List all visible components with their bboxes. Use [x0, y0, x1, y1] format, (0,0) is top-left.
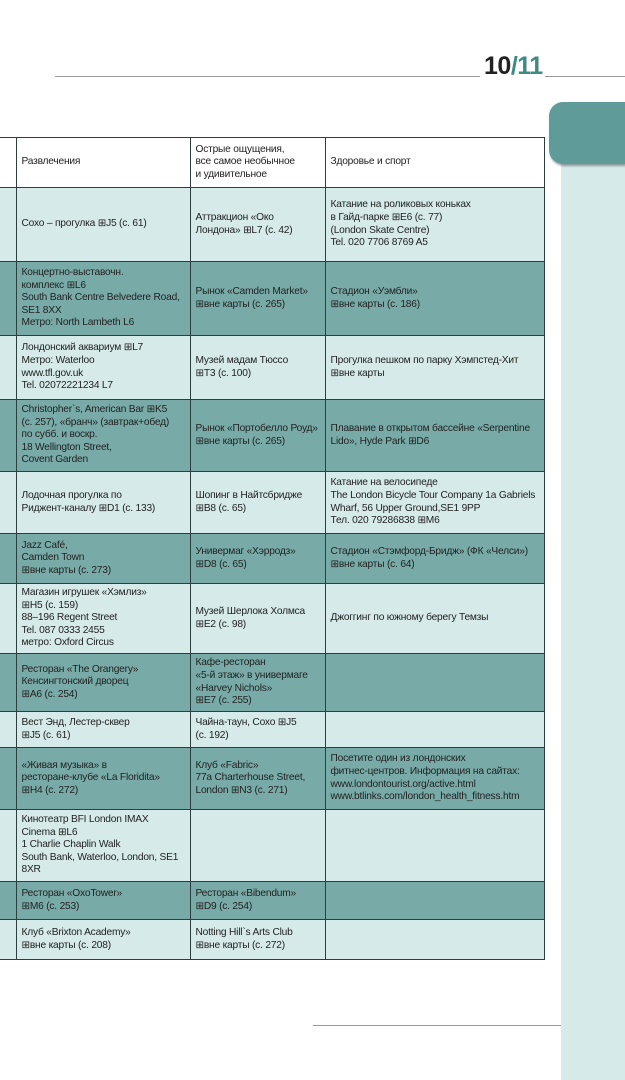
table-row: [0, 472, 544, 534]
row-stub-cell: [0, 748, 16, 810]
table-header-row: [0, 138, 544, 188]
table-cell: «Живая музыка» в ресторане-клубе «La Floridita» ⊞H4 (с. 272): [16, 748, 190, 810]
header-cell-stub: [0, 138, 16, 188]
table-cell: Стадион «Уэмбли» ⊞вне карты (с. 186): [325, 262, 544, 336]
table-cell: [325, 712, 544, 748]
table-cell: Рынок «Camden Market» ⊞вне карты (с. 265): [190, 262, 325, 336]
page-number: 10/11: [484, 52, 543, 80]
table-row: [0, 712, 544, 748]
row-stub-cell: [0, 810, 16, 882]
table-cell: Рынок «Портобелло Роуд» ⊞вне карты (с. 265): [190, 400, 325, 472]
table-row: [0, 262, 544, 336]
table-cell: [325, 882, 544, 920]
side-strip: [561, 120, 625, 1080]
row-stub-cell: [0, 584, 16, 654]
table-cell: Ресторан «OxoTower» ⊞M6 (с. 253): [16, 882, 190, 920]
table-cell: Катание на велосипеде The London Bicycle Tour Company 1a Gabriels Wharf, 56 Upper Ground,SE1 9PP Тел. 020 79286838 ⊞M6: [325, 472, 544, 534]
table-row: [0, 534, 544, 584]
table-cell: Плавание в открытом бассейне «Serpentine Lido», Hyde Park ⊞D6: [325, 400, 544, 472]
table-row: [0, 584, 544, 654]
table-cell: Вест Энд, Лестер-сквер ⊞J5 (с. 61): [16, 712, 190, 748]
table-cell: Прогулка пешком по парку Хэмпстед-Хит ⊞вне карты: [325, 336, 544, 400]
table-cell: Jazz Café, Camden Town ⊞вне карты (с. 273): [16, 534, 190, 584]
table-cell: [325, 920, 544, 960]
table-cell: Чайна-таун, Сохо ⊞J5 (с. 192): [190, 712, 325, 748]
table-cell: Джоггинг по южному берегу Темзы: [325, 584, 544, 654]
table-cell: Музей Шерлока Холмса ⊞E2 (с. 98): [190, 584, 325, 654]
table-cell: Ресторан «Bibendum» ⊞D9 (с. 254): [190, 882, 325, 920]
table-cell: Сохо – прогулка ⊞J5 (с. 61): [16, 188, 190, 262]
header-rule-right: [545, 76, 625, 77]
row-stub-cell: [0, 920, 16, 960]
table-cell: Клуб «Fabric» 77a Charterhouse Street, London ⊞N3 (с. 271): [190, 748, 325, 810]
row-stub-cell: [0, 654, 16, 712]
table-cell: Кинотеатр BFI London IMAX Cinema ⊞L6 1 Charlie Chaplin Walk South Bank, Waterloo, London, SE1 8XR: [16, 810, 190, 882]
table-cell: Кафе-ресторан «5-й этаж» в универмаге «Harvey Nichols» ⊞E7 (с. 255): [190, 654, 325, 712]
table-cell: Аттракцион «Око Лондона» ⊞L7 (с. 42): [190, 188, 325, 262]
footer-rule: [313, 1025, 561, 1026]
table-cell: [325, 654, 544, 712]
row-stub-cell: [0, 534, 16, 584]
table-cell: Christopher`s, American Bar ⊞K5 (с. 257), «бранч» (завтрак+обед) по субб. и воскр. 18 Wellington Street, Covent Garden: [16, 400, 190, 472]
table-cell: Универмаг «Хэрродз» ⊞D8 (с. 65): [190, 534, 325, 584]
row-stub-cell: [0, 336, 16, 400]
header-entertainment: Развлечения: [16, 138, 190, 188]
table-row: [0, 654, 544, 712]
table-cell: [325, 810, 544, 882]
row-stub-cell: [0, 882, 16, 920]
side-tab: [549, 102, 625, 164]
row-stub-cell: [0, 400, 16, 472]
table-cell: Клуб «Brixton Academy» ⊞вне карты (с. 208): [16, 920, 190, 960]
header-rule: [55, 76, 480, 77]
table-cell: [190, 810, 325, 882]
row-stub-cell: [0, 472, 16, 534]
table-row: [0, 188, 544, 262]
table-cell: Шопинг в Найтсбридже ⊞B8 (с. 65): [190, 472, 325, 534]
table-row: [0, 748, 544, 810]
table-cell: Магазин игрушек «Хэмлиз» ⊞H5 (с. 159) 88–196 Regent Street Tel. 087 0333 2455 метро: Oxford Circus: [16, 584, 190, 654]
table-cell: Лодочная прогулка по Риджент-каналу ⊞D1 (с. 133): [16, 472, 190, 534]
table-cell: Notting Hill`s Arts Club ⊞вне карты (с. 272): [190, 920, 325, 960]
table-cell: Ресторан «The Orangery» Кенсингтонский дворец ⊞A6 (с. 254): [16, 654, 190, 712]
table-row: [0, 920, 544, 960]
table-cell: Лондонский аквариум ⊞L7 Метро: Waterloo www.tfl.gov.uk Tel. 02072221234 L7: [16, 336, 190, 400]
table-cell: Музей мадам Тюссо ⊞T3 (с. 100): [190, 336, 325, 400]
table-cell: Катание на роликовых коньках в Гайд-парке ⊞E6 (с. 77) (London Skate Centre) Tel. 020 7706 8769 A5: [325, 188, 544, 262]
table-cell: Посетите один из лондонских фитнес-центров. Информация на сайтах: www.londontourist.org/active.html www.btlinks.com/london_health_fitness.htm: [325, 748, 544, 810]
header-thrills: Острые ощущения, все самое необычное и удивительное: [190, 138, 325, 188]
table-row: [0, 882, 544, 920]
row-stub-cell: [0, 262, 16, 336]
table-cell: Концертно-выставочн. комплекс ⊞L6 South Bank Centre Belvedere Road, SE1 8XX Метро: North Lambeth L6: [16, 262, 190, 336]
table-cell: Стадион «Стэмфорд-Бридж» (ФК «Челси») ⊞вне карты (с. 64): [325, 534, 544, 584]
table-row: [0, 400, 544, 472]
activities-table: [0, 137, 545, 960]
table-row: [0, 810, 544, 882]
header-health-sport: Здоровье и спорт: [325, 138, 544, 188]
table-row: [0, 336, 544, 400]
row-stub-cell: [0, 712, 16, 748]
row-stub-cell: [0, 188, 16, 262]
